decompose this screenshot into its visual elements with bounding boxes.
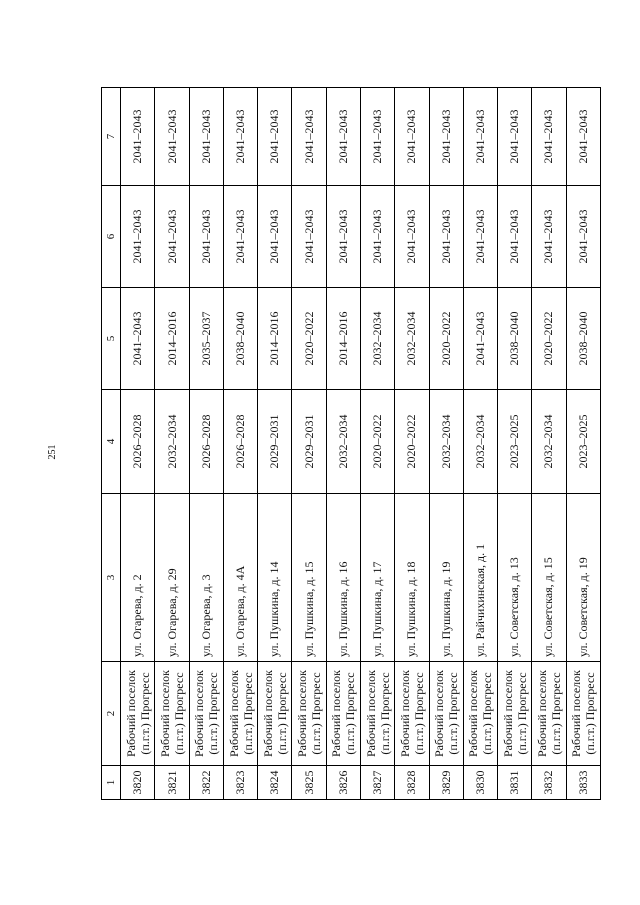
period-cell: 2020–2022 — [532, 288, 566, 390]
address-cell: ул. Пушкина, д. 19 — [429, 494, 463, 662]
settlement-line-1: Рабочий поселок — [534, 670, 549, 758]
row-number: 3832 — [532, 766, 566, 800]
settlement-line-1: Рабочий поселок — [500, 670, 515, 758]
period-cell: 2041–2043 — [395, 88, 429, 186]
period-cell: 2041–2043 — [292, 186, 326, 288]
period-cell: 2020–2022 — [361, 390, 395, 494]
period-cell: 2041–2043 — [326, 186, 360, 288]
column-header: 5 — [102, 288, 121, 390]
period-cell: 2020–2022 — [395, 390, 429, 494]
table-row — [532, 88, 566, 800]
period-cell: 2029–2031 — [258, 390, 292, 494]
address-cell: ул. Советская, д. 19 — [566, 494, 600, 662]
address-cell: ул. Огарева, д. 29 — [155, 494, 189, 662]
period-cell: 2041–2043 — [121, 88, 155, 186]
column-header: 3 — [102, 494, 121, 662]
settlement-cell — [121, 662, 155, 766]
settlement-line-2: (п.г.т.) Прогресс — [309, 672, 324, 755]
column-header: 2 — [102, 662, 121, 766]
period-cell: 2023–2025 — [566, 390, 600, 494]
period-cell: 2041–2043 — [361, 186, 395, 288]
table-row — [121, 88, 155, 800]
period-cell: 2014–2016 — [258, 288, 292, 390]
table-row — [326, 88, 360, 800]
settlement-cell — [223, 662, 257, 766]
address-cell: ул. Советская, д. 13 — [498, 494, 532, 662]
settlement-line-2: (п.г.т.) Прогресс — [514, 672, 529, 755]
settlement-cell — [155, 662, 189, 766]
period-cell: 2026–2028 — [223, 390, 257, 494]
address-cell: ул. Огарева, д. 2 — [121, 494, 155, 662]
period-cell: 2035–2037 — [189, 288, 223, 390]
table-row — [498, 88, 532, 800]
period-cell: 2032–2034 — [429, 390, 463, 494]
settlement-cell — [292, 662, 326, 766]
period-cell: 2041–2043 — [498, 186, 532, 288]
row-number: 3823 — [223, 766, 257, 800]
table-row — [155, 88, 189, 800]
row-number: 3824 — [258, 766, 292, 800]
period-cell: 2041–2043 — [566, 186, 600, 288]
table-row — [189, 88, 223, 800]
period-cell: 2041–2043 — [223, 186, 257, 288]
column-header: 4 — [102, 390, 121, 494]
row-number: 3822 — [189, 766, 223, 800]
settlement-line-1: Рабочий поселок — [397, 670, 412, 758]
settlement-line-1: Рабочий поселок — [192, 670, 207, 758]
row-number: 3820 — [121, 766, 155, 800]
settlement-line-2: (п.г.т.) Прогресс — [548, 672, 563, 755]
period-cell: 2041–2043 — [532, 88, 566, 186]
period-cell: 2038–2040 — [566, 288, 600, 390]
period-cell: 2029–2031 — [292, 390, 326, 494]
table-row — [429, 88, 463, 800]
settlement-cell — [361, 662, 395, 766]
settlement-line-2: (п.г.т.) Прогресс — [583, 672, 598, 755]
settlement-line-1: Рабочий поселок — [226, 670, 241, 758]
period-cell: 2041–2043 — [498, 88, 532, 186]
period-cell: 2023–2025 — [498, 390, 532, 494]
row-number: 3833 — [566, 766, 600, 800]
page-number: 251 — [47, 444, 58, 460]
settlement-line-2: (п.г.т.) Прогресс — [137, 672, 152, 755]
row-number: 3831 — [498, 766, 532, 800]
settlement-line-2: (п.г.т.) Прогресс — [240, 672, 255, 755]
settlement-line-1: Рабочий поселок — [432, 670, 447, 758]
registry-table — [101, 87, 601, 800]
period-cell: 2041–2043 — [121, 288, 155, 390]
period-cell: 2041–2043 — [463, 288, 497, 390]
address-cell: ул. Пушкина, д. 18 — [395, 494, 429, 662]
settlement-cell — [463, 662, 497, 766]
settlement-cell — [189, 662, 223, 766]
period-cell: 2032–2034 — [395, 288, 429, 390]
settlement-line-1: Рабочий поселок — [260, 670, 275, 758]
period-cell: 2041–2043 — [189, 186, 223, 288]
settlement-line-2: (п.г.т.) Прогресс — [446, 672, 461, 755]
header-row — [102, 88, 121, 800]
settlement-line-1: Рабочий поселок — [329, 670, 344, 758]
row-number: 3827 — [361, 766, 395, 800]
period-cell: 2041–2043 — [326, 88, 360, 186]
settlement-line-1: Рабочий поселок — [158, 670, 173, 758]
settlement-cell — [429, 662, 463, 766]
address-cell: ул. Пушкина, д. 15 — [292, 494, 326, 662]
period-cell: 2041–2043 — [463, 88, 497, 186]
period-cell: 2041–2043 — [429, 186, 463, 288]
period-cell: 2032–2034 — [463, 390, 497, 494]
settlement-cell — [532, 662, 566, 766]
settlement-cell — [326, 662, 360, 766]
period-cell: 2038–2040 — [223, 288, 257, 390]
address-cell: ул. Пушкина, д. 17 — [361, 494, 395, 662]
period-cell: 2041–2043 — [532, 186, 566, 288]
table-row — [463, 88, 497, 800]
table-row — [258, 88, 292, 800]
table-row — [223, 88, 257, 800]
settlement-line-2: (п.г.т.) Прогресс — [274, 672, 289, 755]
settlement-line-2: (п.г.т.) Прогресс — [377, 672, 392, 755]
period-cell: 2020–2022 — [429, 288, 463, 390]
row-number: 3826 — [326, 766, 360, 800]
period-cell: 2041–2043 — [361, 88, 395, 186]
period-cell: 2020–2022 — [292, 288, 326, 390]
period-cell: 2041–2043 — [189, 88, 223, 186]
settlement-cell — [258, 662, 292, 766]
address-cell: ул. Огарева, д. 4А — [223, 494, 257, 662]
table-row — [361, 88, 395, 800]
period-cell: 2041–2043 — [395, 186, 429, 288]
period-cell: 2041–2043 — [258, 186, 292, 288]
settlement-line-2: (п.г.т.) Прогресс — [343, 672, 358, 755]
table-row — [566, 88, 600, 800]
settlement-cell — [498, 662, 532, 766]
settlement-line-1: Рабочий поселок — [363, 670, 378, 758]
period-cell: 2026–2028 — [121, 390, 155, 494]
settlement-line-1: Рабочий поселок — [123, 670, 138, 758]
period-cell: 2041–2043 — [292, 88, 326, 186]
period-cell: 2041–2043 — [223, 88, 257, 186]
row-number: 3821 — [155, 766, 189, 800]
settlement-line-2: (п.г.т.) Прогресс — [480, 672, 495, 755]
period-cell: 2038–2040 — [498, 288, 532, 390]
settlement-line-2: (п.г.т.) Прогресс — [206, 672, 221, 755]
period-cell: 2032–2034 — [155, 390, 189, 494]
table-container — [101, 88, 601, 800]
row-number: 3828 — [395, 766, 429, 800]
settlement-line-2: (п.г.т.) Прогресс — [172, 672, 187, 755]
table-row — [395, 88, 429, 800]
period-cell: 2041–2043 — [463, 186, 497, 288]
period-cell: 2032–2034 — [532, 390, 566, 494]
period-cell: 2041–2043 — [155, 88, 189, 186]
address-cell: ул. Пушкина, д. 14 — [258, 494, 292, 662]
address-cell: ул. Райчихинская, д. 1 — [463, 494, 497, 662]
table-row — [292, 88, 326, 800]
settlement-cell — [566, 662, 600, 766]
row-number: 3825 — [292, 766, 326, 800]
address-cell: ул. Пушкина, д. 16 — [326, 494, 360, 662]
column-header: 1 — [102, 766, 121, 800]
period-cell: 2041–2043 — [121, 186, 155, 288]
settlement-line-2: (п.г.т.) Прогресс — [411, 672, 426, 755]
address-cell: ул. Огарева, д. 3 — [189, 494, 223, 662]
period-cell: 2041–2043 — [429, 88, 463, 186]
period-cell: 2041–2043 — [258, 88, 292, 186]
settlement-line-1: Рабочий поселок — [295, 670, 310, 758]
settlement-line-1: Рабочий поселок — [569, 670, 584, 758]
period-cell: 2032–2034 — [361, 288, 395, 390]
period-cell: 2026–2028 — [189, 390, 223, 494]
settlement-line-1: Рабочий поселок — [466, 670, 481, 758]
row-number: 3830 — [463, 766, 497, 800]
row-number: 3829 — [429, 766, 463, 800]
period-cell: 2032–2034 — [326, 390, 360, 494]
settlement-cell — [395, 662, 429, 766]
period-cell: 2041–2043 — [155, 186, 189, 288]
column-header: 7 — [102, 88, 121, 186]
address-cell: ул. Советская, д. 15 — [532, 494, 566, 662]
period-cell: 2041–2043 — [566, 88, 600, 186]
period-cell: 2014–2016 — [326, 288, 360, 390]
column-header: 6 — [102, 186, 121, 288]
period-cell: 2014–2016 — [155, 288, 189, 390]
